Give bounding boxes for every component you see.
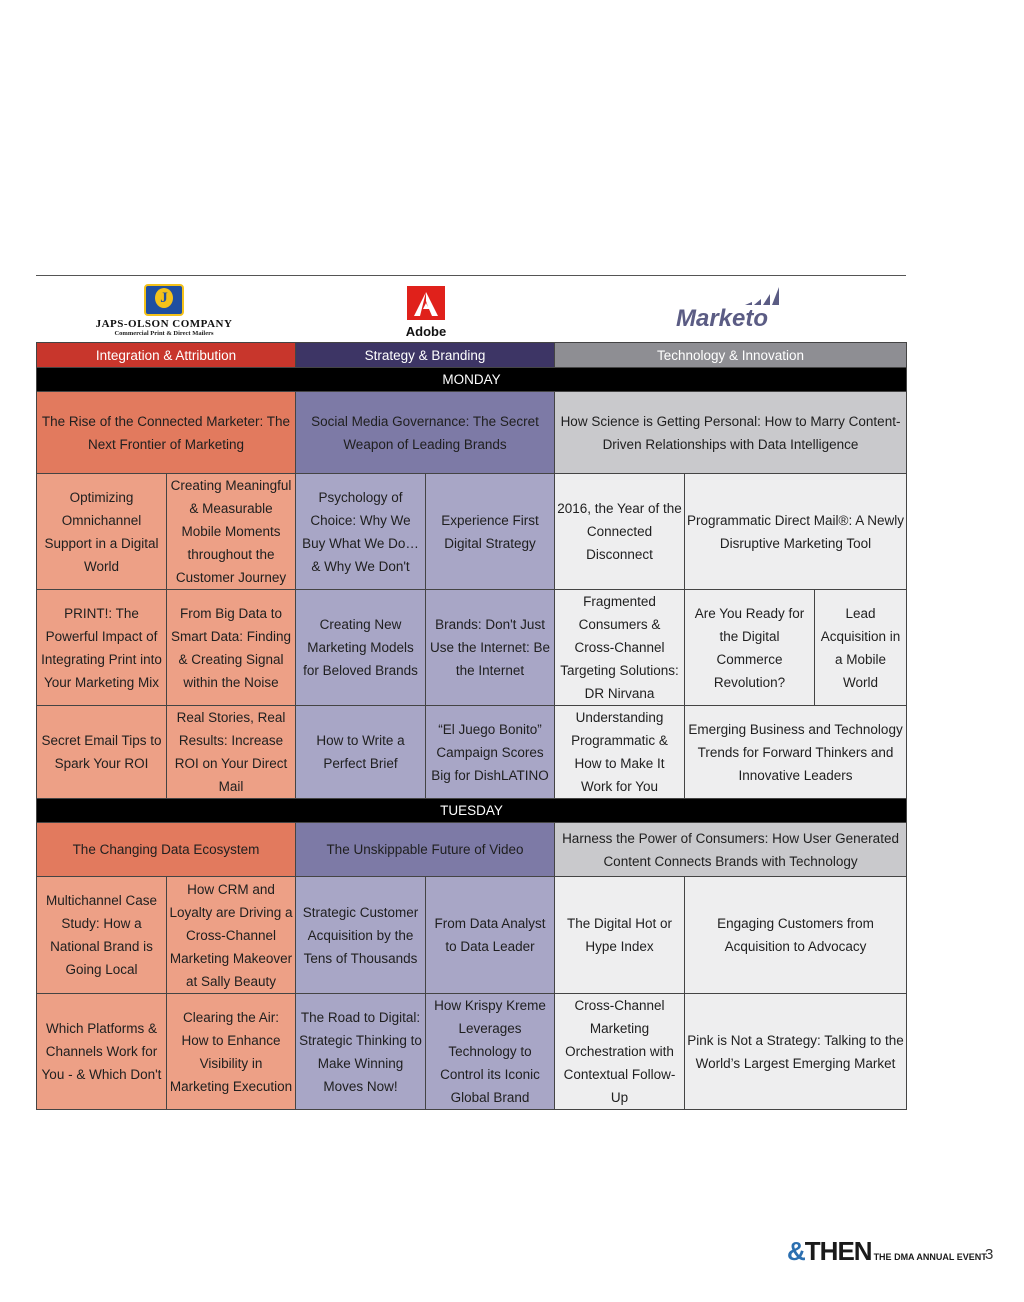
- session-cell: Engaging Customers from Acquisition to Advocacy: [685, 877, 907, 994]
- session-cell: Which Platforms & Channels Work for You - & Which Don't: [37, 994, 167, 1110]
- session-cell: How CRM and Loyalty are Driving a Cross-Channel Marketing Makeover at Sally Beauty: [167, 877, 296, 994]
- table-row: [37, 823, 907, 877]
- table-row: [37, 474, 907, 590]
- japs-olson-logo: [92, 284, 236, 337]
- track-strategy-branding: Strategy & Branding: [296, 343, 555, 368]
- session-cell: Cross-Channel Marketing Orchestration with Contextual Follow-Up: [555, 994, 685, 1110]
- japs-olson-name: JAPS-OLSON COMPANY: [95, 318, 233, 330]
- session-schedule-table: [36, 342, 907, 1110]
- session-cell: Creating Meaningful & Measurable Mobile Moments throughout the Customer Journey: [167, 474, 296, 590]
- marketo-logo: [676, 283, 786, 330]
- session-cell: The Road to Digital: Strategic Thinking to Make Winning Moves Now!: [296, 994, 426, 1110]
- session-cell: Experience First Digital Strategy: [426, 474, 555, 590]
- marketo-bars-icon: [745, 283, 785, 305]
- session-cell: The Rise of the Connected Marketer: The Next Frontier of Marketing: [37, 392, 296, 474]
- session-cell: PRINT!: The Powerful Impact of Integrating Print into Your Marketing Mix: [37, 590, 167, 706]
- session-cell: Creating New Marketing Models for Beloved Brands: [296, 590, 426, 706]
- table-row: [37, 706, 907, 799]
- session-cell: 2016, the Year of the Connected Disconnect: [555, 474, 685, 590]
- and-then-word: THEN: [804, 1236, 872, 1266]
- session-cell: From Data Analyst to Data Leader: [426, 877, 555, 994]
- marketo-name: Marketo: [676, 305, 769, 332]
- session-cell: The Changing Data Ecosystem: [37, 823, 296, 877]
- and-then-event-logo: [787, 1236, 987, 1266]
- day-label-monday: MONDAY: [37, 368, 907, 392]
- track-header-row: [37, 343, 907, 368]
- session-cell: Pink is Not a Strategy: Talking to the World’s Largest Emerging Market: [685, 994, 907, 1110]
- japs-olson-tagline: Commercial Print & Direct Mailers: [114, 330, 214, 337]
- session-cell: Lead Acquisition in a Mobile World: [815, 590, 907, 706]
- table-row: [37, 590, 907, 706]
- page-number: 3: [985, 1246, 994, 1263]
- table-row: [37, 994, 907, 1110]
- session-cell: From Big Data to Smart Data: Finding & Creating Signal within the Noise: [167, 590, 296, 706]
- session-cell: Understanding Programmatic & How to Make It Work for You: [555, 706, 685, 799]
- session-cell: Secret Email Tips to Spark Your ROI: [37, 706, 167, 799]
- table-row: [37, 877, 907, 994]
- session-cell: Real Stories, Real Results: Increase ROI on Your Direct Mail: [167, 706, 296, 799]
- session-cell: The Unskippable Future of Video: [296, 823, 555, 877]
- and-then-ampersand: &: [787, 1236, 805, 1266]
- session-cell: Strategic Customer Acquisition by the Tens of Thousands: [296, 877, 426, 994]
- adobe-name: Adobe: [405, 324, 447, 339]
- session-cell: Emerging Business and Technology Trends for Forward Thinkers and Innovative Leaders: [685, 706, 907, 799]
- adobe-logo: [400, 286, 452, 339]
- session-cell: Optimizing Omnichannel Support in a Digital World: [37, 474, 167, 590]
- session-cell: Fragmented Consumers & Cross-Channel Targeting Solutions: DR Nirvana: [555, 590, 685, 706]
- session-cell: How Science is Getting Personal: How to Marry Content-Driven Relationships with Data Intelligence: [555, 392, 907, 474]
- event-tagline: THE DMA ANNUAL EVENT: [873, 1252, 987, 1262]
- japs-olson-emblem-icon: J: [144, 284, 184, 316]
- session-cell: Psychology of Choice: Why We Buy What We Do… & Why We Don't: [296, 474, 426, 590]
- day-label-tuesday: TUESDAY: [37, 799, 907, 823]
- day-row-monday: [37, 368, 907, 392]
- table-row: [37, 392, 907, 474]
- header-divider: [36, 275, 906, 276]
- session-cell: Clearing the Air: How to Enhance Visibility in Marketing Execution: [167, 994, 296, 1110]
- adobe-mark-icon: [407, 286, 445, 320]
- session-cell: Brands: Don't Just Use the Internet: Be the Internet: [426, 590, 555, 706]
- track-technology-innovation: Technology & Innovation: [555, 343, 907, 368]
- session-cell: The Digital Hot or Hype Index: [555, 877, 685, 994]
- session-cell: Multichannel Case Study: How a National Brand is Going Local: [37, 877, 167, 994]
- session-cell: Are You Ready for the Digital Commerce Revolution?: [685, 590, 815, 706]
- session-cell: Programmatic Direct Mail®: A Newly Disruptive Marketing Tool: [685, 474, 907, 590]
- session-cell: “El Juego Bonito” Campaign Scores Big for DishLATINO: [426, 706, 555, 799]
- session-cell: Social Media Governance: The Secret Weapon of Leading Brands: [296, 392, 555, 474]
- track-integration-attribution: Integration & Attribution: [37, 343, 296, 368]
- day-row-tuesday: [37, 799, 907, 823]
- session-cell: How to Write a Perfect Brief: [296, 706, 426, 799]
- session-cell: How Krispy Kreme Leverages Technology to Control its Iconic Global Brand: [426, 994, 555, 1110]
- session-cell: Harness the Power of Consumers: How User Generated Content Connects Brands with Technology: [555, 823, 907, 877]
